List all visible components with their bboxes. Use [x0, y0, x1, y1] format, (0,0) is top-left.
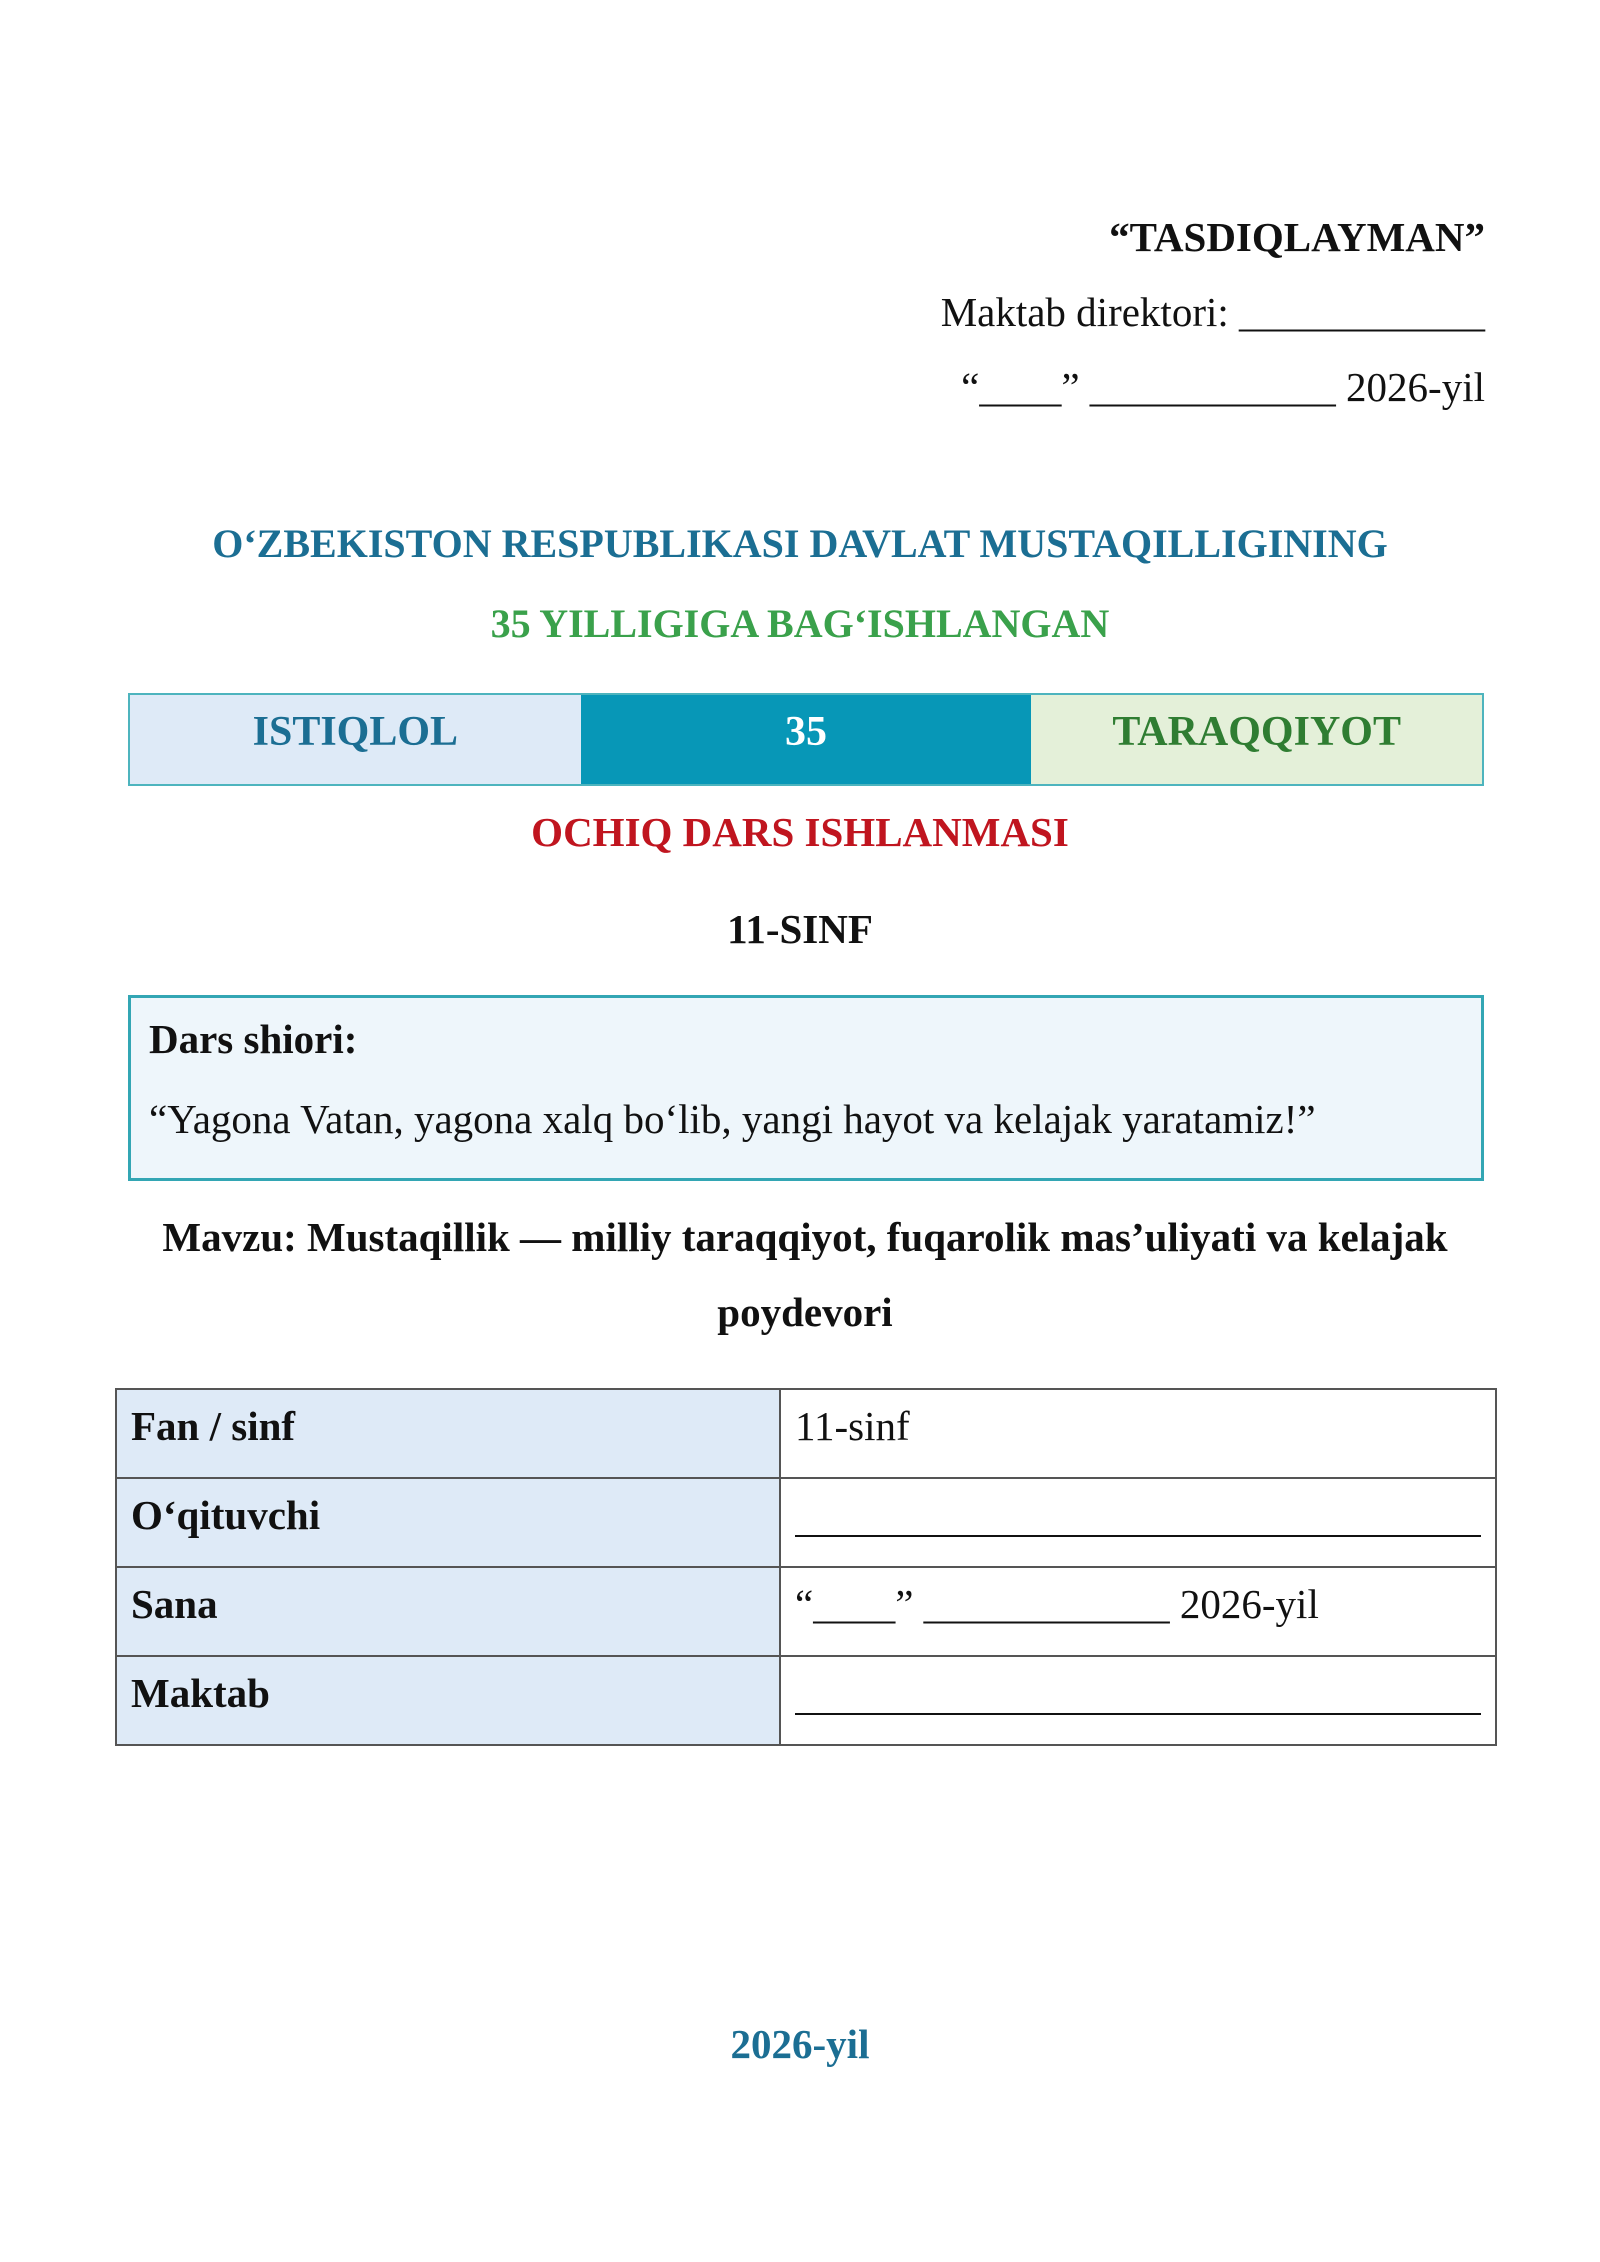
theme-banner: [128, 693, 1484, 786]
row-label: O‘qituvchi: [116, 1478, 780, 1567]
approval-date-line: “____” ____________ 2026-yil: [961, 364, 1485, 410]
banner-right: TARAQQIYOT: [1031, 695, 1482, 784]
info-table: [115, 1388, 1497, 1746]
approval-block: [941, 200, 1485, 425]
row-value: [780, 1656, 1496, 1745]
banner-left: ISTIQLOL: [130, 695, 581, 784]
table-row: [116, 1389, 1496, 1478]
banner-center: 35: [581, 695, 1032, 784]
row-label: Fan / sinf: [116, 1389, 780, 1478]
row-label: Maktab: [116, 1656, 780, 1745]
dedication-heading-line2: 35 YILLIGIGA BAG‘ISHLANGAN: [490, 601, 1110, 646]
row-value: [780, 1478, 1496, 1567]
director-signature-line: Maktab direktori: ____________: [940, 289, 1485, 335]
lesson-topic: Mavzu: Mustaqillik — milliy taraqqiyot, fuqarolik mas’uliyati va kelajak poydevori: [162, 1214, 1448, 1335]
grade-title: 11-SINF: [727, 906, 873, 952]
row-label: Sana: [116, 1567, 780, 1656]
row-value: “____” ____________ 2026-yil: [780, 1567, 1496, 1656]
row-value: 11-sinf: [780, 1389, 1496, 1478]
blank-line: [795, 1491, 1481, 1537]
motto-label: Dars shiori:: [149, 1016, 358, 1062]
footer-year: 2026-yil: [730, 2021, 870, 2067]
blank-line: [795, 1669, 1481, 1715]
motto-text: “Yagona Vatan, yagona xalq bo‘lib, yangi hayot va kelajak yaratamiz!”: [149, 1096, 1316, 1142]
approval-title: “TASDIQLAYMAN”: [1109, 214, 1485, 260]
document-type: OCHIQ DARS ISHLANMASI: [531, 809, 1069, 855]
table-row: [116, 1656, 1496, 1745]
table-row: [116, 1478, 1496, 1567]
dedication-heading-line1: O‘ZBEKISTON RESPUBLIKASI DAVLAT MUSTAQILLIGINING: [212, 521, 1388, 566]
table-row: [116, 1567, 1496, 1656]
motto-box: [128, 995, 1484, 1181]
